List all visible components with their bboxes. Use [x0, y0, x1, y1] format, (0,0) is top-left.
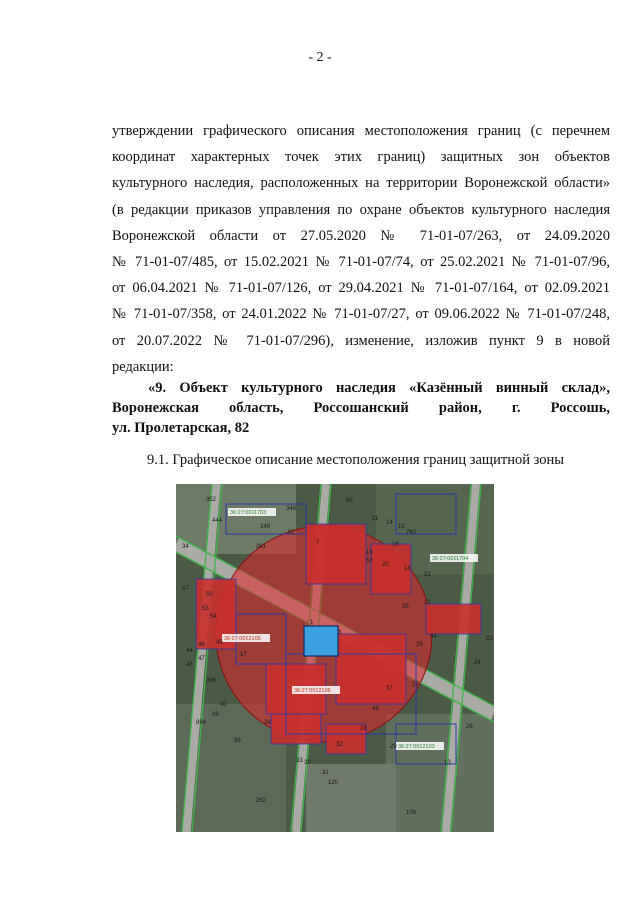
parcel-number: 1 — [310, 620, 314, 626]
parcel-number: 21 — [424, 572, 431, 578]
parcel-number: 25 — [416, 642, 423, 648]
parcel-number: 7 — [316, 540, 320, 546]
map-canvas — [176, 484, 494, 832]
heading-line: «9. Объект культурного наследия «Казённый винный склад», — [148, 380, 610, 396]
parcel-number: 15 — [398, 524, 405, 530]
parcel-number: 262 — [256, 798, 267, 804]
parcel-number: 20 — [382, 562, 389, 568]
parcel-number: 3 — [338, 630, 342, 636]
parcel-number: 53 — [202, 606, 209, 612]
intro-line: Воронежской области от 27.05.2020 № 71-01-07/263, от 24.09.2020 — [112, 227, 610, 244]
parcel-number: 31 — [322, 770, 329, 776]
parcel-number: 64 — [430, 634, 437, 640]
cadastral-label: 36:27:0012105 — [224, 636, 261, 642]
cadastral-label: 36:27:0012103 — [398, 744, 435, 750]
parcel-number: 16 — [392, 542, 399, 548]
parcel-number: 17 — [240, 652, 247, 658]
parcel-number: 45 — [216, 640, 223, 646]
cadastral-label: 36:27:0011703 — [230, 510, 267, 516]
parcel-number: 24 — [474, 660, 481, 666]
cadastral-label: 36:27:0012106 — [294, 688, 331, 694]
parcel-number: 27 — [412, 682, 419, 688]
intro-line: (в редакции приказов управления по охране объектов культурного наследия — [112, 201, 610, 218]
intro-paragraph — [112, 118, 610, 380]
intro-line: редакции: — [112, 358, 174, 375]
protection-zone-map — [176, 484, 494, 832]
parcel-number: 19 — [366, 550, 373, 556]
parcel-number: 33 — [296, 758, 303, 764]
parcel-number: 46 — [198, 642, 205, 648]
object-heading — [112, 378, 610, 438]
intro-line: от 20.07.2022 № 71-01-07/296), изменение, изложив пункт 9 в новой — [112, 332, 610, 349]
parcel-number: 44 — [186, 648, 193, 654]
parcel-number: 26 — [466, 724, 473, 730]
parcel-number: 40 — [220, 702, 227, 708]
parcel-number: 36 — [234, 738, 241, 744]
parcel-number: 57 — [182, 586, 189, 592]
intro-line: культурного наследия, расположенных на территории Воронежской области» — [112, 175, 610, 192]
heading-line: ул. Пролетарская, 82 — [112, 420, 250, 436]
parcel-number: 52 — [366, 558, 373, 564]
parcel-number: 30 — [304, 760, 311, 766]
parcel-number: 48 — [372, 706, 379, 712]
parcel-number: 444 — [212, 518, 223, 524]
parcel-number: 348 — [286, 506, 297, 512]
parcel-number: 54 — [210, 614, 217, 620]
intro-line: утверждении графического описания местоположения границ (с перечнем — [112, 123, 610, 139]
parcel-number: 47 — [198, 656, 205, 662]
heritage-object — [304, 626, 338, 656]
parcel-number: 38 — [264, 720, 271, 726]
page-number: - 2 - — [308, 50, 332, 65]
parcel-number: 22 — [424, 600, 431, 606]
parcel-number: 352 — [206, 497, 217, 503]
intro-line: № 71-01-07/485, от 15.02.2021 № 71-01-07/74, от 25.02.2021 № 71-01-07/96, — [112, 254, 610, 271]
parcel-number: 50 — [206, 592, 213, 598]
parcel-number: 23 — [486, 636, 493, 642]
parcel-number: 261 — [256, 544, 267, 550]
intro-line: № 71-01-07/358, от 24.01.2022 № 71-01-07/27, от 09.06.2022 № 71-01-07/248, — [112, 306, 610, 323]
parcel-number: 62 — [288, 530, 295, 536]
parcel-number: 11 — [372, 516, 379, 522]
heading-line: Воронежская область, Россошанский район, г. Россошь, — [112, 400, 610, 416]
parcel-number: 43 — [186, 662, 193, 668]
parcel-number: 32 — [336, 742, 343, 748]
intro-line: координат характерных точек этих границ) защитных зон объектов — [112, 149, 610, 166]
parcel-number: 34 — [182, 544, 189, 550]
parcel-number: 760 — [406, 530, 417, 536]
parcel-number: 65 — [346, 498, 353, 504]
parcel-number: 396 — [206, 678, 217, 684]
parcel-number: 13 — [444, 760, 451, 766]
parcel-number: 349 — [260, 524, 271, 530]
parcel-number: 14 — [386, 520, 393, 526]
parcel-number: 894 — [196, 720, 207, 726]
parcel-number: 18 — [404, 566, 411, 572]
cadastral-label: 36:27:0011704 — [432, 556, 469, 562]
parcel-number: 28 — [360, 726, 367, 732]
parcel-number: 120 — [328, 780, 339, 786]
parcel-number: 35 — [402, 604, 409, 610]
parcel-number: 106 — [406, 810, 417, 816]
intro-line: от 06.04.2021 № 71-01-07/126, от 29.04.2021 № 71-01-07/164, от 02.09.2021 — [112, 280, 610, 297]
subheading: 9.1. Графическое описание местоположения границ защитной зоны — [147, 452, 564, 468]
parcel-number: 39 — [212, 712, 219, 718]
parcel-number: 37 — [386, 686, 393, 692]
parcel-number: 29 — [390, 744, 397, 750]
